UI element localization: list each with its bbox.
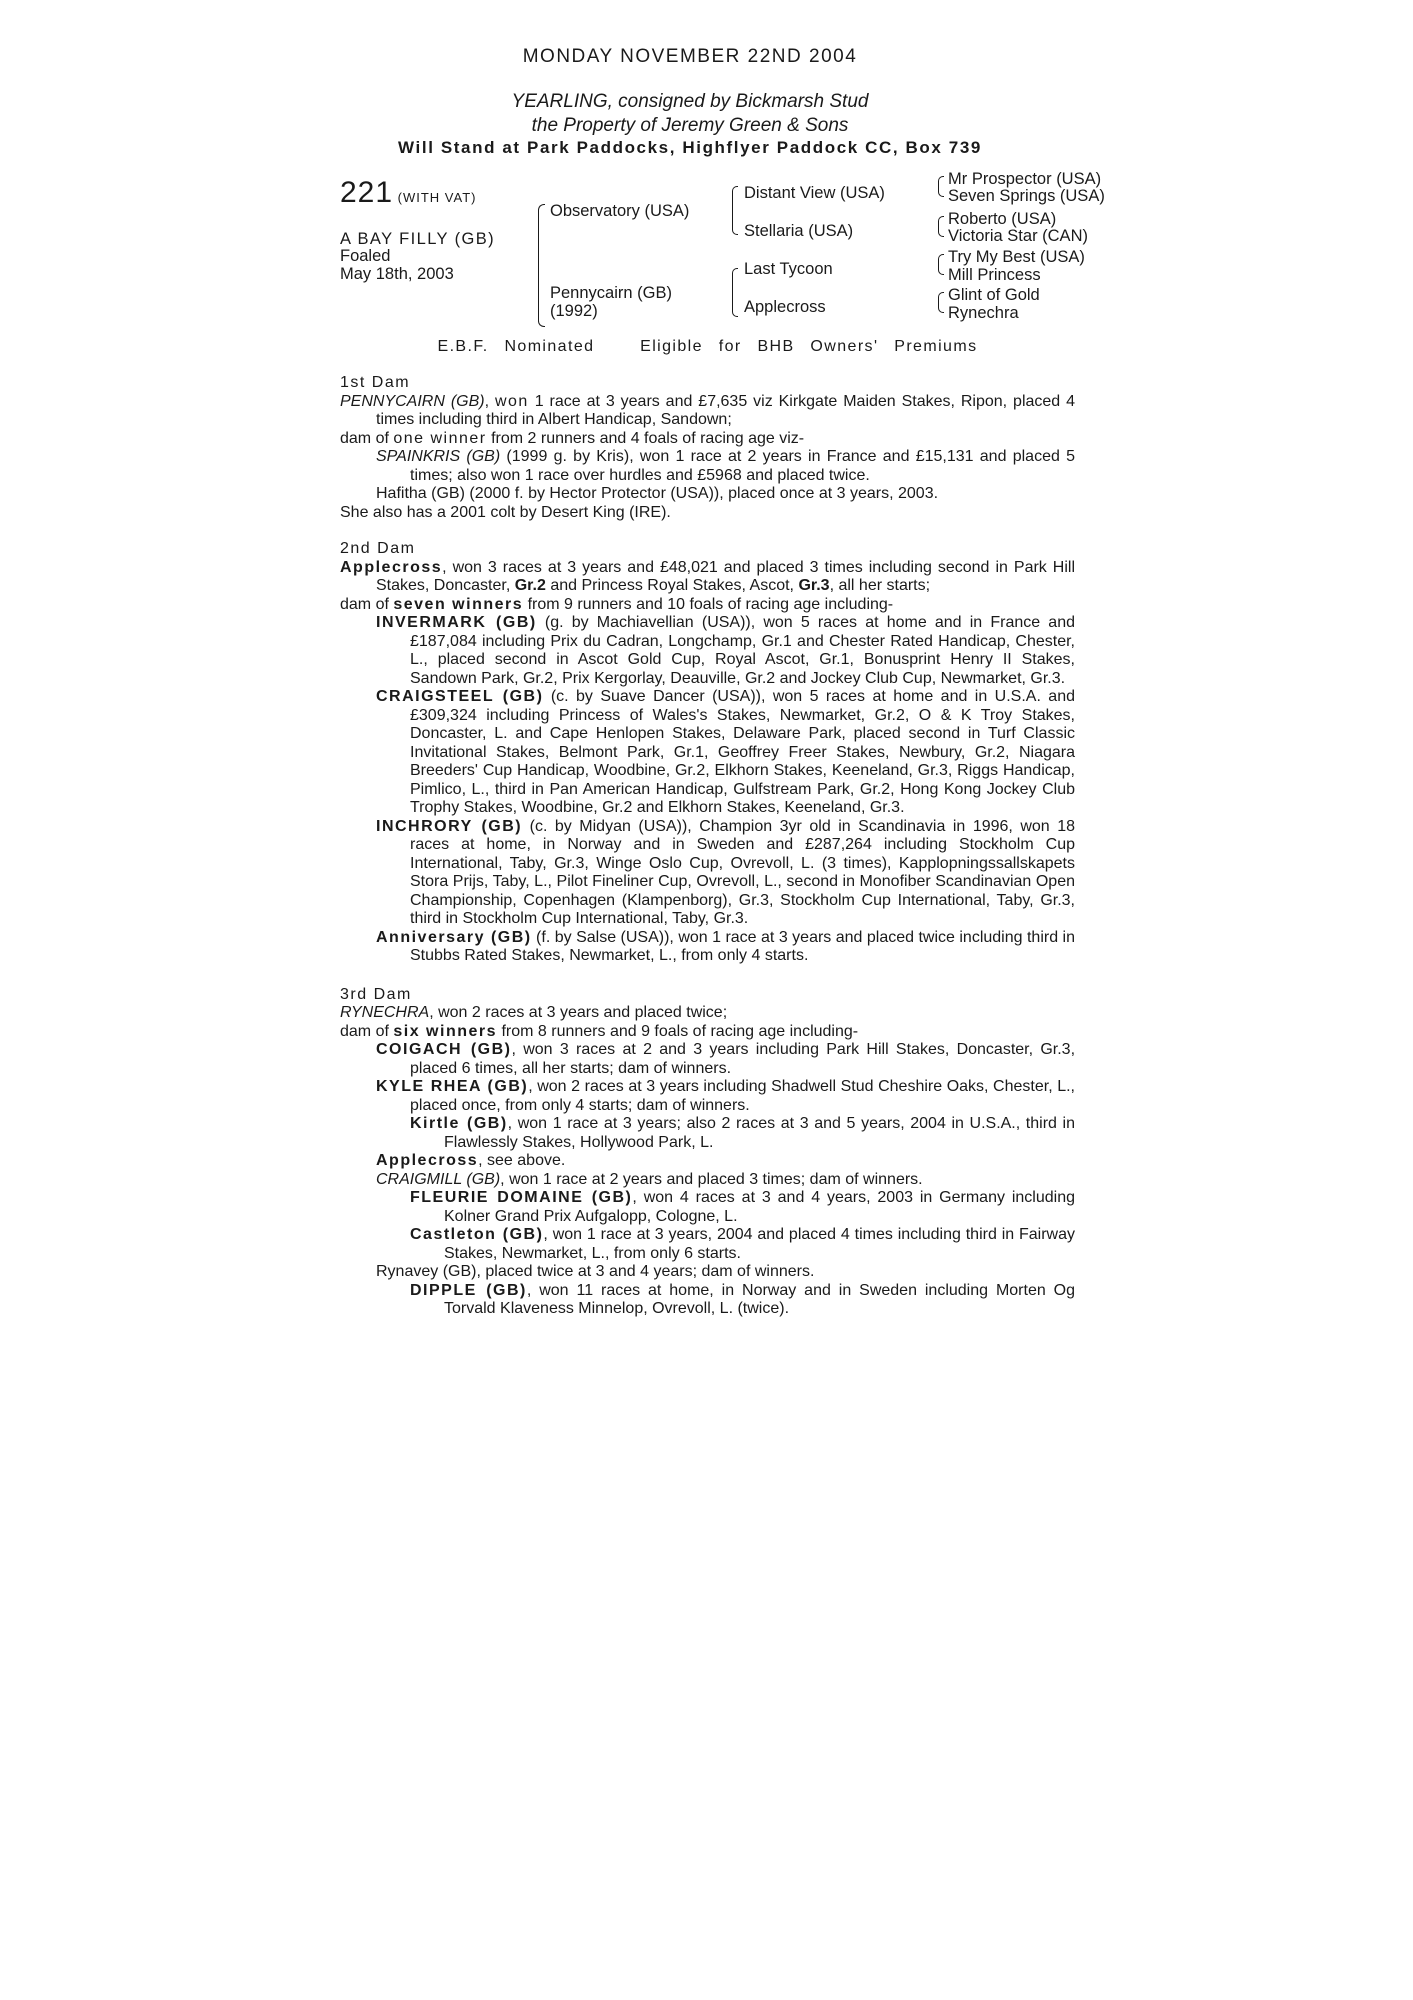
produce-castleton: Castleton (GB), won 1 race at 3 years, 2004 and placed 4 times including third in Fairway Stakes, Newmarket, L., from only 6 starts. [410, 1226, 1075, 1262]
bracket-dam-bottom [732, 292, 738, 317]
produce-rynavey: Rynavey (GB), placed twice at 3 and 4 years; dam of winners. [376, 1263, 815, 1280]
bracket-bottom [538, 264, 545, 327]
produce-spainkris: SPAINKRIS (GB) (1999 g. by Kris), won 1 race at 2 years in France and £15,131 and placed 5 times; also won 1 race over hurdles and £5968 and placed twice. [376, 448, 1076, 484]
produce-2001-colt: She also has a 2001 colt by Desert King (IRE). [340, 503, 671, 521]
dd-sire: Glint of Gold [948, 286, 1040, 304]
property-line: the Property of Jeremy Green & Sons [531, 115, 849, 136]
produce-inchrory: INCHRORY (GB) (c. by Midyan (USA)), Champion 3yr old in Scandinavia in 1996, won 18 races at home, in Norway and in Sweden and £287,264 including Stockholm Cup International, Taby, Gr.3, Winge Oslo Cup, Ovrevoll, L. (3 times), Kapplopningssallskapets Stora Prijs, Taby, L., Pilot Fineliner Cup, Ovrevoll, L., second in Monofiber Scandinavian Open Championship, Copenhagen (Klampenborg), Gr.3, Stockholm Cup International, Taby, Gr.3, third in Stockholm Cup International, Taby, Gr.3. [376, 817, 1076, 927]
bracket-ss-bottom [938, 186, 944, 197]
ss-dam: Seven Springs (USA) [948, 187, 1105, 205]
bhb-premiums: Eligible for BHB Owners' Premiums [640, 338, 978, 355]
consignor-line: YEARLING, consigned by Bickmarsh Stud [511, 91, 869, 112]
produce-kyle-rhea: KYLE RHEA (GB), won 2 races at 3 years including Shadwell Stud Cheshire Oaks, Chester, L., placed once, from only 4 starts; dam of winners. [376, 1078, 1076, 1114]
second-dam-produce-summary: dam of seven winners from 9 runners and 10 foals of racing age including- [340, 595, 894, 613]
produce-invermark: INVERMARK (GB) (g. by Machiavellian (USA)), won 5 races at home and in France and £187,084 including Prix du Cadran, Longchamp, Gr.1 and Chester Rated Handicap, Chester, L., placed second in Ascot Gold Cup, Royal Ascot, Gr.1, Bonusprint Henry II Stakes, Sandown Park, Gr.2, Prix Kergorlay, Deauville, Gr.2 and Jockey Club Cup, Newmarket, Gr.3. [376, 614, 1075, 687]
first-dam-produce-summary: dam of one winner from 2 runners and 4 foals of racing age viz- [340, 429, 805, 447]
bracket-sire-top [732, 186, 738, 211]
ds-dam: Mill Princess [948, 266, 1041, 284]
lot-number-line [340, 176, 477, 209]
sd-sire: Roberto (USA) [948, 210, 1057, 228]
catalogue-entry [340, 46, 1105, 1319]
sire-dam: Stellaria (USA) [744, 222, 854, 240]
first-dam-record: PENNYCAIRN (GB), won 1 race at 3 years and £7,635 viz Kirkgate Maiden Stakes, Ripon, placed 4 times including third in Albert Handicap, Sandown; [340, 392, 1076, 428]
first-dam-section [340, 374, 1075, 522]
sire-sire: Distant View (USA) [744, 184, 885, 202]
first-dam-name: PENNYCAIRN (GB) [340, 392, 485, 410]
produce-applecross: Applecross, see above. [376, 1152, 566, 1169]
dam-year: (1992) [550, 302, 598, 320]
sire: Observatory (USA) [550, 202, 690, 220]
produce-hafitha: Hafitha (GB) (2000 f. by Hector Protector (USA)), placed once at 3 years, 2003. [376, 485, 939, 502]
bracket-dd-bottom [938, 302, 944, 313]
nomination-line [340, 338, 1075, 356]
foaled-date: May 18th, 2003 [340, 265, 454, 283]
bracket-dam-top [732, 268, 738, 293]
third-dam-name: RYNECHRA [340, 1004, 430, 1021]
bracket-sire-bottom [732, 210, 738, 235]
first-dam-heading: 1st Dam [340, 374, 411, 391]
produce-craigmill: CRAIGMILL (GB), won 1 race at 2 years and placed 3 times; dam of winners. [376, 1170, 923, 1188]
ds-sire: Try My Best (USA) [948, 248, 1085, 266]
produce-anniversary: Anniversary (GB) (f. by Salse (USA)), won 1 race at 3 years and placed twice including third in Stubbs Rated Stakes, Newmarket, L., from only 4 starts. [376, 928, 1076, 964]
produce-dipple: DIPPLE (GB), won 11 races at home, in Norway and in Sweden including Morten Og Torvald Klaveness Minnelop, Ovrevoll, L. (twice). [410, 1281, 1075, 1317]
third-dam-section [340, 986, 1075, 1319]
pedigree-table [340, 170, 1105, 338]
dam-dam: Applecross [744, 298, 826, 316]
dam-sire: Last Tycoon [744, 260, 833, 278]
sale-date: MONDAY NOVEMBER 22ND 2004 [522, 46, 858, 67]
bracket-top [538, 204, 545, 265]
ss-sire: Mr Prospector (USA) [948, 170, 1102, 188]
third-dam-record: RYNECHRA, won 2 races at 3 years and placed twice; [340, 1004, 728, 1021]
produce-coigach: COIGACH (GB), won 3 races at 2 and 3 years including Park Hill Stakes, Doncaster, Gr.3, placed 6 times, all her starts; dam of winners. [376, 1041, 1076, 1077]
second-dam-section [340, 540, 1075, 966]
produce-kirtle: Kirtle (GB), won 1 race at 3 years; also 2 races at 3 and 5 years, 2004 in U.S.A., third in Flawlessly Stakes, Hollywood Park, L. [410, 1115, 1075, 1151]
third-dam-heading: 3rd Dam [340, 985, 412, 1003]
produce-fleurie-domaine: FLEURIE DOMAINE (GB), won 4 races at 3 and 4 years, 2003 in Germany including Kolner Grand Prix Aufgalopp, Cologne, L. [410, 1189, 1075, 1225]
lot-description: A BAY FILLY (GB) [340, 230, 496, 248]
ebf-nominated: E.B.F. Nominated [437, 338, 595, 355]
vat-note: (WITH VAT) [397, 190, 477, 205]
foaled-label: Foaled [340, 247, 391, 265]
produce-craigsteel: CRAIGSTEEL (GB) (c. by Suave Dancer (USA)), won 5 races at home and in U.S.A. and £309,324 including Princess of Wales's Stakes, Newmarket, Gr.2, O & K Troy Stakes, Doncaster, L. and Cape Henlopen Stakes, Delaware Park, placed second in Turf Classic Invitational Stakes, Belmont Park, Gr.1, Geoffrey Freer Stakes, Newbury, Gr.2, Niagara Breeders' Cup Handicap, Woodbine, Gr.2, Elkhorn Stakes, Keeneland, Gr.3, Riggs Handicap, Pimlico, L., third in Pan American Handicap, Gulfstream Park, Gr.2, Hong Kong Jockey Club Trophy Stakes, Woodbine, Gr.2 and Elkhorn Stakes, Keeneland, Gr.3. [376, 688, 1075, 816]
dd-dam: Rynechra [948, 304, 1019, 322]
sd-dam: Victoria Star (CAN) [948, 227, 1088, 245]
bracket-sd-bottom [938, 226, 944, 237]
third-dam-produce-summary: dam of six winners from 8 runners and 9 foals of racing age including- [340, 1022, 859, 1040]
bracket-ds-bottom [938, 264, 944, 275]
lot-number: 221 [340, 176, 394, 209]
second-dam-heading: 2nd Dam [340, 540, 416, 557]
dam: Pennycairn (GB) [550, 284, 672, 302]
stand-location: Will Stand at Park Paddocks, Highflyer Paddock CC, Box 739 [398, 138, 982, 157]
second-dam-record: Applecross, won 3 races at 3 years and £48,021 and placed 3 times including second in Park Hill Stakes, Doncaster, Gr.2 and Princess Royal Stakes, Ascot, Gr.3, all her starts; [340, 558, 1075, 594]
